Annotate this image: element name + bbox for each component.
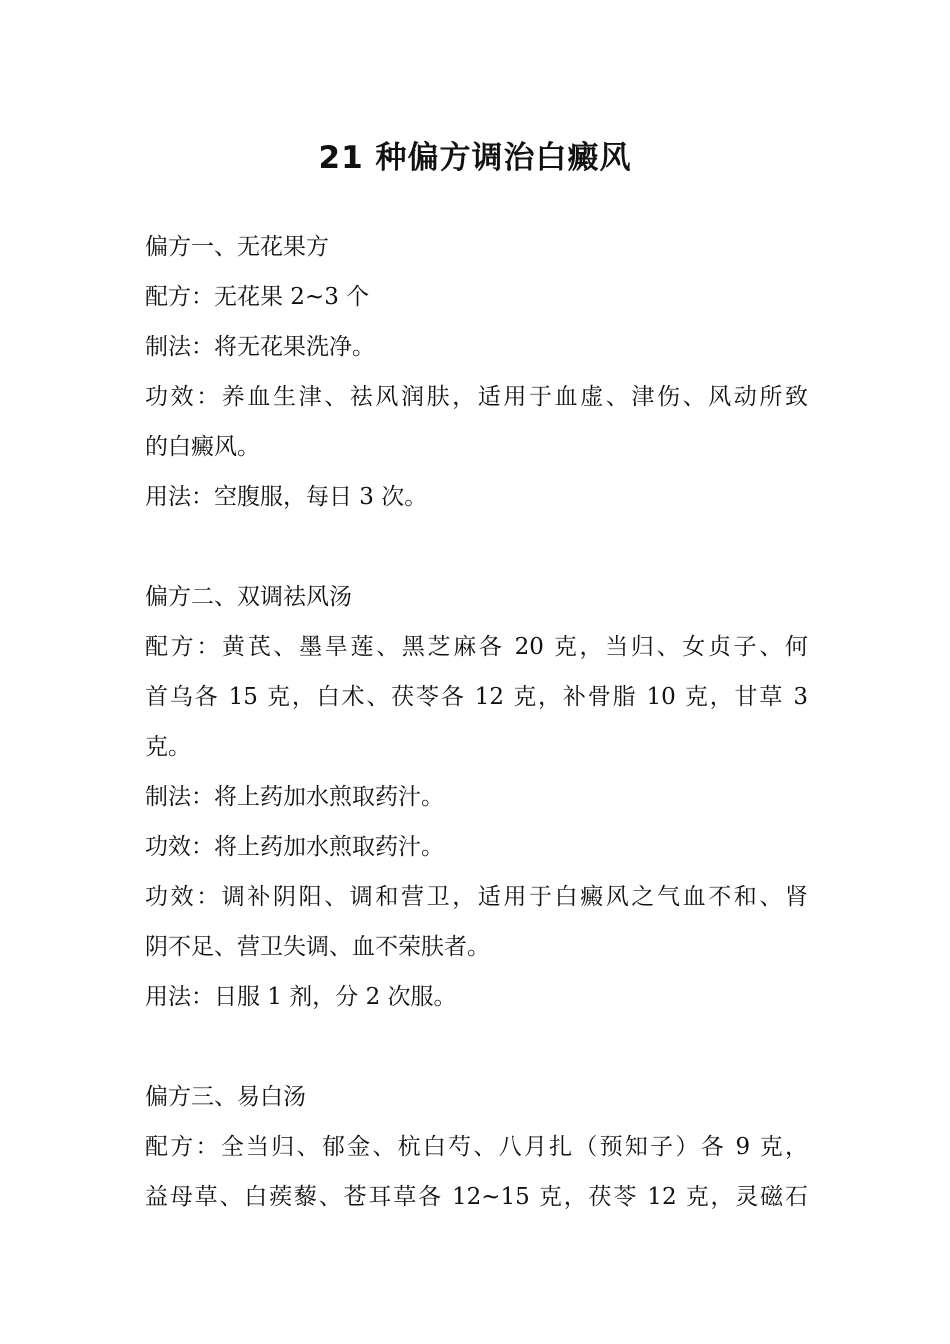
paragraph-line: 益母草、白蒺藜、苍耳草各 12~15 克，茯苓 12 克，灵磁石 <box>145 1184 808 1210</box>
paragraph-line: 配方：无花果 2~3 个 <box>145 284 370 310</box>
section-heading: 偏方二、双调祛风汤 <box>145 584 352 610</box>
paragraph-line: 的白癜风。 <box>145 434 260 460</box>
remedy-section-1 <box>145 222 808 522</box>
paragraph-line: 克。 <box>145 734 191 760</box>
paragraph-line: 首乌各 15 克，白术、茯苓各 12 克，补骨脂 10 克，甘草 3 <box>145 684 808 710</box>
paragraph-line: 功效：将上药加水煎取药汁。 <box>145 834 444 860</box>
paragraph-line: 制法：将无花果洗净。 <box>145 334 375 360</box>
paragraph-line: 制法：将上药加水煎取药汁。 <box>145 784 444 810</box>
paragraph-line: 功效：调补阴阳、调和营卫，适用于白癜风之气血不和、肾 <box>145 884 808 910</box>
paragraph-line: 阴不足、营卫失调、血不荣肤者。 <box>145 934 490 960</box>
paragraph-line: 用法：日服 1 剂，分 2 次服。 <box>145 984 457 1010</box>
paragraph-line: 功效：养血生津、祛风润肤，适用于血虚、津伤、风动所致 <box>145 384 808 410</box>
section-heading: 偏方三、易白汤 <box>145 1084 306 1110</box>
section-spacer <box>145 1022 808 1072</box>
paragraph-line: 配方：黄芪、墨旱莲、黑芝麻各 20 克，当归、女贞子、何 <box>145 634 808 660</box>
remedy-section-2 <box>145 572 808 1022</box>
paragraph-line: 配方：全当归、郁金、杭白芍、八月扎（预知子）各 9 克， <box>145 1134 808 1160</box>
section-heading: 偏方一、无花果方 <box>145 234 329 260</box>
section-spacer <box>145 522 808 572</box>
paragraph-line: 用法：空腹服，每日 3 次。 <box>145 484 428 510</box>
document-body <box>145 222 808 1222</box>
document-title: 21 种偏方调治白癜风 <box>318 140 632 176</box>
remedy-section-3 <box>145 1072 808 1222</box>
